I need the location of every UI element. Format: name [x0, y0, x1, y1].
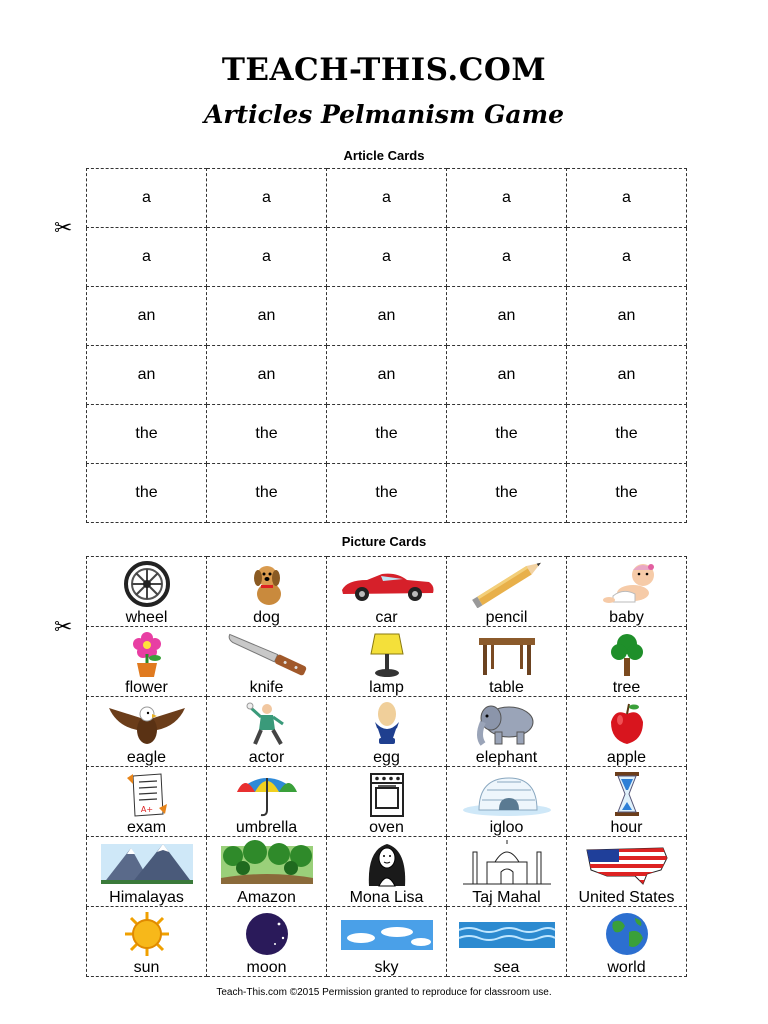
sun-icon [97, 910, 197, 958]
picture-card-word: igloo [489, 819, 524, 836]
picture-card [87, 627, 207, 697]
oven-icon [337, 770, 437, 818]
picture-card [87, 907, 207, 977]
picture-card-word: Amazon [237, 889, 296, 906]
picture-card-word: dog [253, 609, 280, 626]
picture-card-word: Mona Lisa [349, 889, 424, 906]
picture-row [87, 767, 687, 837]
picture-card-word: umbrella [235, 819, 298, 836]
exam-icon [97, 770, 197, 818]
article-card: an [87, 287, 207, 346]
article-card: a [327, 169, 447, 228]
scissors-icon: ✂ [54, 614, 73, 639]
umbrella-icon [217, 770, 317, 818]
article-card: an [447, 287, 567, 346]
picture-card-word: pencil [485, 609, 528, 626]
picture-card [447, 837, 567, 907]
picture-card [87, 557, 207, 627]
article-card: a [567, 228, 687, 287]
article-card: an [207, 346, 327, 405]
picture-card [87, 767, 207, 837]
tree-icon [577, 630, 677, 678]
taj-mahal-icon [457, 840, 557, 888]
knife-icon [217, 630, 317, 678]
mona-lisa-icon [337, 840, 437, 888]
article-row [87, 464, 687, 523]
wheel-icon [97, 560, 197, 608]
eagle-icon [97, 700, 197, 748]
footer-copyright: Teach-This.com ©2015 Permission granted to reproduce for classroom use. [216, 987, 552, 998]
picture-card-word: sea [493, 959, 520, 976]
picture-card-word: table [489, 679, 524, 696]
globe-icon [577, 910, 677, 958]
dog-icon [217, 560, 317, 608]
sea-icon [457, 910, 557, 958]
article-card: a [87, 228, 207, 287]
egg-icon [337, 700, 437, 748]
article-row [87, 287, 687, 346]
picture-card [447, 697, 567, 767]
picture-card-word: knife [249, 679, 284, 696]
picture-card [327, 837, 447, 907]
picture-card [87, 837, 207, 907]
article-row [87, 346, 687, 405]
picture-card [207, 697, 327, 767]
flower-icon [97, 630, 197, 678]
article-card: a [447, 169, 567, 228]
igloo-icon [457, 770, 557, 818]
hourglass-icon [577, 770, 677, 818]
picture-card [207, 907, 327, 977]
picture-card [327, 697, 447, 767]
article-card: the [87, 405, 207, 464]
picture-row [87, 907, 687, 977]
picture-card-word: sky [374, 959, 399, 976]
picture-card-word: baby [609, 609, 644, 626]
actor-icon [217, 700, 317, 748]
scissors-icon: ✂ [54, 215, 73, 240]
jungle-icon [217, 840, 317, 888]
article-card: the [207, 405, 327, 464]
picture-card-word: hour [610, 819, 643, 836]
article-card: a [567, 169, 687, 228]
article-card: a [207, 169, 327, 228]
article-card: the [447, 464, 567, 523]
picture-card-word: car [375, 609, 398, 626]
article-row [87, 169, 687, 228]
picture-row [87, 837, 687, 907]
article-card: an [447, 346, 567, 405]
picture-card-word: flower [125, 679, 168, 696]
picture-card-word: elephant [475, 749, 538, 766]
article-row [87, 405, 687, 464]
picture-card [327, 767, 447, 837]
article-card: an [327, 287, 447, 346]
picture-card-word: wheel [125, 609, 168, 626]
picture-card-word: moon [246, 959, 287, 976]
picture-card [327, 557, 447, 627]
picture-card-word: Taj Mahal [472, 889, 541, 906]
lamp-icon [337, 630, 437, 678]
mountains-icon [97, 840, 197, 888]
picture-card [567, 767, 687, 837]
picture-card-word: world [607, 959, 646, 976]
picture-cards-grid [86, 556, 687, 977]
picture-card [447, 557, 567, 627]
article-card: the [87, 464, 207, 523]
brand-title: TEACH-THIS.COM [221, 52, 547, 88]
picture-row [87, 627, 687, 697]
article-card: the [327, 405, 447, 464]
picture-card-word: oven [369, 819, 404, 836]
picture-card-word: lamp [369, 679, 404, 696]
picture-card-word: United States [578, 889, 675, 906]
picture-card [447, 767, 567, 837]
article-card: a [87, 169, 207, 228]
picture-row [87, 557, 687, 627]
picture-card-word: apple [606, 749, 647, 766]
article-card: an [87, 346, 207, 405]
article-card: a [327, 228, 447, 287]
article-card: an [567, 346, 687, 405]
picture-card [327, 627, 447, 697]
page-title: Articles Pelmanism Game [203, 100, 564, 129]
us-map-icon [577, 840, 677, 888]
article-card: the [447, 405, 567, 464]
car-icon [337, 560, 437, 608]
picture-card-word: tree [612, 679, 641, 696]
article-card: the [567, 464, 687, 523]
picture-card [567, 837, 687, 907]
article-card: a [447, 228, 567, 287]
picture-card [567, 557, 687, 627]
article-cards-grid [86, 168, 687, 523]
picture-card [87, 697, 207, 767]
picture-card [207, 767, 327, 837]
picture-cards-label: Picture Cards [341, 534, 427, 549]
pencil-icon [457, 560, 557, 608]
baby-icon [577, 560, 677, 608]
picture-card-word: eagle [126, 749, 167, 766]
article-card: the [207, 464, 327, 523]
article-row [87, 228, 687, 287]
picture-card [447, 907, 567, 977]
article-card: the [327, 464, 447, 523]
elephant-icon [457, 700, 557, 748]
svg-text:A+: A+ [140, 805, 153, 814]
picture-card [447, 627, 567, 697]
picture-card-word: egg [373, 749, 400, 766]
picture-card [207, 837, 327, 907]
picture-card [567, 907, 687, 977]
article-card: an [207, 287, 327, 346]
apple-icon [577, 700, 677, 748]
picture-card [567, 697, 687, 767]
picture-card-word: Himalayas [109, 889, 184, 906]
article-card: an [567, 287, 687, 346]
picture-card-word: exam [126, 819, 167, 836]
picture-card [567, 627, 687, 697]
picture-card [207, 557, 327, 627]
article-cards-label: Article Cards [343, 148, 425, 163]
sky-icon [337, 910, 437, 958]
picture-card-word: actor [248, 749, 285, 766]
moon-icon [217, 910, 317, 958]
article-card: an [327, 346, 447, 405]
table-icon [457, 630, 557, 678]
picture-row [87, 697, 687, 767]
article-card: the [567, 405, 687, 464]
article-card: a [207, 228, 327, 287]
picture-card [207, 627, 327, 697]
picture-card [327, 907, 447, 977]
picture-card-word: sun [133, 959, 160, 976]
